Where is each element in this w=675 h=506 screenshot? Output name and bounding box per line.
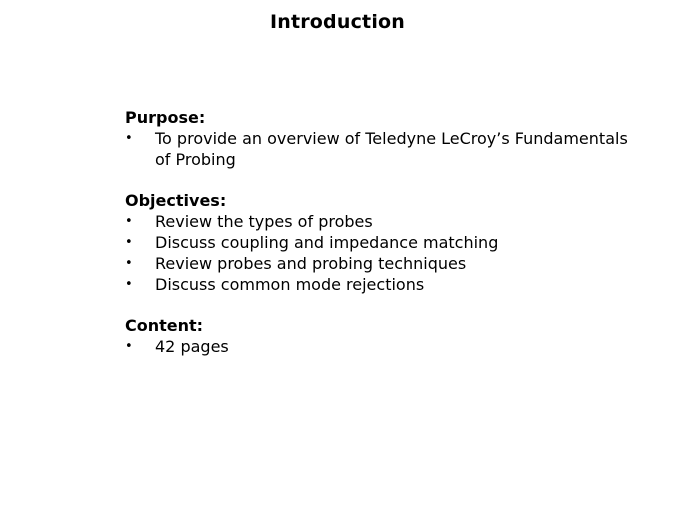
section-heading-objectives: Objectives:: [125, 191, 227, 210]
bullet-text: Discuss common mode rejections: [155, 275, 425, 294]
list-item: [125, 336, 645, 357]
bullet-text: Discuss coupling and impedance matching: [155, 233, 499, 252]
bullet-icon: •: [125, 214, 133, 229]
bullet-text: Review probes and probing techniques: [155, 254, 467, 273]
bullet-icon: •: [125, 235, 133, 250]
purpose-bullet-list: [125, 128, 645, 170]
content-bullet-list: [125, 336, 645, 357]
section-content: [125, 315, 645, 357]
section-heading-purpose: Purpose:: [125, 108, 206, 127]
bullet-icon: •: [125, 277, 133, 292]
list-item: [125, 274, 645, 295]
bullet-text: Review the types of probes: [155, 212, 373, 231]
bullet-icon: •: [125, 339, 133, 354]
section-heading-content: Content:: [125, 316, 204, 335]
list-item: [125, 253, 645, 274]
objectives-bullet-list: [125, 211, 645, 295]
section-purpose: [125, 107, 645, 170]
slide-title: Introduction: [269, 11, 406, 33]
bullet-icon: •: [125, 131, 133, 146]
slide-content: [125, 107, 645, 377]
bullet-text: 42 pages: [155, 337, 229, 356]
list-item: [125, 211, 645, 232]
list-item: [125, 128, 645, 170]
bullet-icon: •: [125, 256, 133, 271]
bullet-text: To provide an overview of Teledyne LeCroy’s Fundamentals of Probing: [155, 129, 628, 169]
list-item: [125, 232, 645, 253]
section-objectives: [125, 190, 645, 295]
